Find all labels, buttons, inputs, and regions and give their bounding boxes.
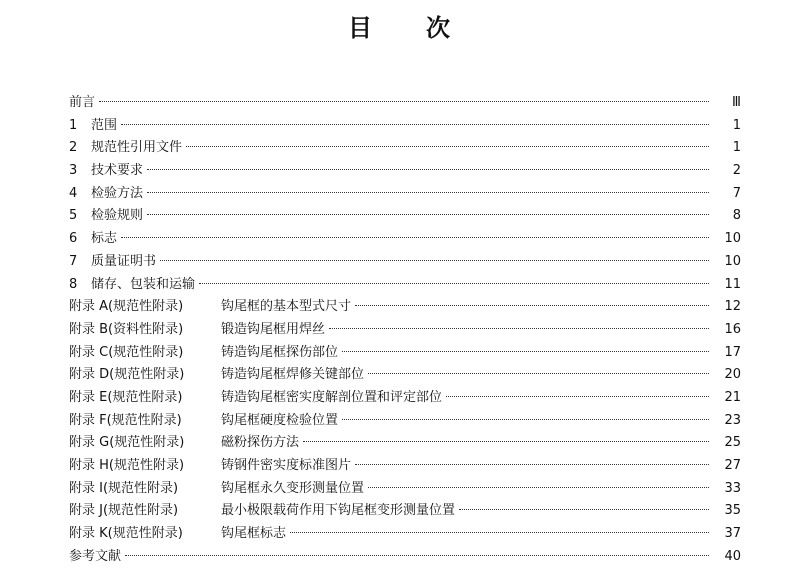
toc-entry[interactable] (69, 205, 741, 228)
toc-entry[interactable] (69, 500, 741, 523)
toc-entry[interactable] (69, 523, 741, 546)
toc-entry-page: Ⅲ (732, 95, 741, 110)
toc-entry-label: 技术要求 (91, 163, 144, 179)
toc-entry-label: 锻造钩尾框用焊丝 (221, 321, 326, 337)
toc-entry-number: 7 (69, 253, 78, 269)
toc-entry-appendix: 附录 G(规范性附录) (69, 435, 185, 451)
toc-entry-appendix: 附录 F(规范性附录) (69, 412, 182, 428)
toc-title (0, 8, 800, 43)
toc-entry-label: 钩尾框永久变形测量位置 (221, 480, 365, 496)
toc-entry-page: 10 (724, 253, 741, 269)
toc-entry-page: 40 (724, 548, 741, 564)
toc-entry-label: 铸钢件密实度标准图片 (221, 458, 352, 473)
dot-leader (368, 487, 709, 488)
toc-entry[interactable] (69, 228, 741, 251)
toc-entry-page: 1 (732, 140, 741, 156)
dot-leader (329, 328, 709, 329)
toc-entry-appendix: 附录 H(规范性附录) (69, 458, 185, 473)
dot-leader (303, 441, 709, 442)
toc-entry-page: 2 (732, 163, 741, 179)
toc-entry-label: 铸造钩尾框焊修关键部位 (221, 367, 365, 383)
dot-leader (125, 555, 709, 556)
dot-leader (199, 283, 709, 284)
dot-leader (147, 214, 709, 215)
toc-entry-page: 12 (724, 299, 741, 315)
dot-leader (342, 351, 709, 352)
toc-entry-label: 前言 (69, 95, 96, 110)
toc-entry[interactable] (69, 296, 741, 319)
toc-entry-page: 16 (724, 321, 741, 337)
toc-entry[interactable] (69, 274, 741, 297)
toc-entry[interactable] (69, 183, 741, 206)
toc-entry-number: 4 (69, 185, 78, 201)
toc-entry[interactable] (69, 319, 741, 342)
dot-leader (355, 305, 709, 306)
toc-entry-appendix: 附录 K(规范性附录) (69, 526, 183, 542)
toc-entry-page: 11 (724, 276, 741, 292)
toc-entry-page: 1 (732, 117, 741, 133)
toc-entry-appendix: 附录 B(资料性附录) (69, 321, 184, 337)
toc-entry-appendix: 附录 J(规范性附录) (69, 503, 179, 519)
toc-title-part2: 次 (426, 14, 452, 42)
toc-entry-label: 检验方法 (91, 185, 144, 201)
toc-entry-appendix: 附录 E(规范性附录) (69, 389, 183, 405)
dot-leader (186, 146, 709, 147)
dot-leader (147, 169, 709, 170)
toc-entry-page: 23 (724, 412, 741, 428)
toc-entry[interactable] (69, 160, 741, 183)
toc-entry[interactable] (69, 478, 741, 501)
toc-entry[interactable] (69, 251, 741, 274)
toc-entry-page: 7 (732, 185, 741, 201)
toc-entry-number: 1 (69, 117, 78, 133)
toc-entry-page: 33 (724, 480, 741, 496)
toc-entry-label: 范围 (91, 117, 118, 133)
toc-entry-label: 最小极限载荷作用下钩尾框变形测量位置 (221, 503, 456, 519)
toc-entry-label: 钩尾框硬度检验位置 (221, 412, 339, 428)
dot-leader (459, 509, 709, 510)
toc-entry[interactable] (69, 137, 741, 160)
toc-entry-label: 铸造钩尾框密实度解剖位置和评定部位 (221, 389, 443, 405)
toc-entry-page: 27 (724, 458, 741, 473)
toc-entry-page: 17 (724, 344, 741, 360)
toc-entry-label: 质量证明书 (91, 253, 157, 269)
toc-entry-label: 磁粉探伤方法 (221, 435, 300, 451)
toc-entry-number: 8 (69, 276, 78, 292)
toc-entry-label: 参考文献 (69, 548, 122, 564)
toc-entry-label: 铸造钩尾框探伤部位 (221, 344, 339, 360)
dot-leader (121, 237, 709, 238)
dot-leader (160, 260, 709, 261)
toc-entry[interactable] (69, 342, 741, 365)
toc-entry-label: 钩尾框的基本型式尺寸 (221, 299, 352, 315)
toc-entry-number: 3 (69, 163, 78, 179)
toc-entry-page: 21 (724, 389, 741, 405)
toc-entry[interactable] (69, 432, 741, 455)
toc-entry-number: 2 (69, 140, 78, 156)
toc-entry[interactable] (69, 387, 741, 410)
dot-leader (290, 532, 709, 533)
toc-entry[interactable] (69, 410, 741, 433)
toc-entry[interactable] (69, 455, 741, 478)
toc-entry-appendix: 附录 D(规范性附录) (69, 367, 185, 383)
toc-entry-page: 8 (732, 208, 741, 224)
toc-entry-label: 钩尾框标志 (221, 526, 287, 542)
dot-leader (342, 419, 709, 420)
toc-entry[interactable] (69, 115, 741, 138)
toc-entry-label: 检验规则 (91, 208, 144, 224)
dot-leader (446, 396, 709, 397)
toc-entry-page: 37 (724, 526, 741, 542)
toc-entry-page: 35 (724, 503, 741, 519)
toc-entry-page: 10 (724, 231, 741, 247)
dot-leader (121, 124, 709, 125)
toc-entry[interactable] (69, 92, 741, 115)
toc-entry-label: 储存、包装和运输 (91, 276, 196, 292)
dot-leader (368, 373, 709, 374)
toc-entry-page: 20 (724, 367, 741, 383)
dot-leader (355, 464, 709, 465)
toc-entry-appendix: 附录 I(规范性附录) (69, 480, 179, 496)
toc-entry[interactable] (69, 546, 741, 569)
toc-entry-number: 6 (69, 231, 78, 247)
table-of-contents (69, 92, 741, 568)
toc-title-part1: 目 (348, 14, 374, 42)
dot-leader (99, 101, 709, 102)
toc-entry-appendix: 附录 A(规范性附录) (69, 299, 184, 315)
toc-entry-label: 标志 (91, 231, 118, 247)
toc-entry[interactable] (69, 364, 741, 387)
toc-entry-number: 5 (69, 208, 78, 224)
toc-entry-page: 25 (724, 435, 741, 451)
dot-leader (147, 192, 709, 193)
toc-entry-appendix: 附录 C(规范性附录) (69, 344, 184, 360)
toc-entry-label: 规范性引用文件 (91, 140, 183, 156)
